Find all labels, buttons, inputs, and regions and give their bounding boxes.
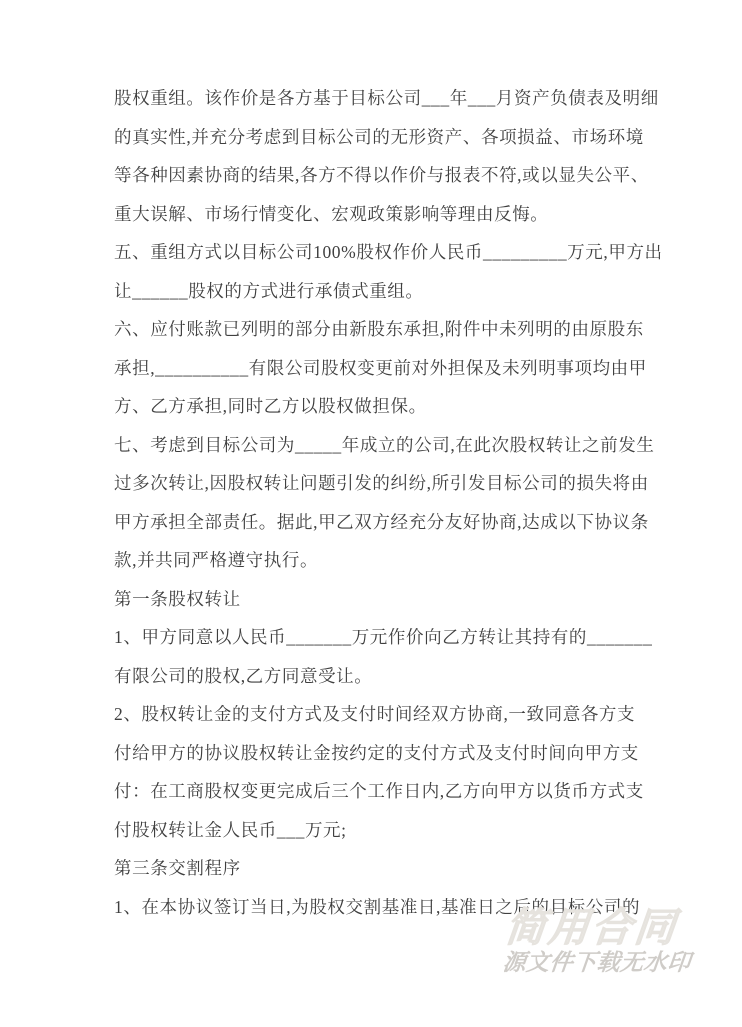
paragraph-intro-pricing-clause (114, 79, 659, 233)
text-line: 过多次转让,因股权转让问题引发的纠纷,所引发目标公司的损失将由 (114, 473, 649, 493)
text-line: 甲方承担全部责任。据此,甲乙双方经充分友好协商,达成以下协议条 (114, 511, 649, 532)
text-line: 五、重组方式以目标公司100%股权作价人民币_________万元,甲方出 (114, 242, 663, 262)
text-line: 付：在工商股权变更完成后三个工作日内,乙方向甲方以货币方式支 (114, 781, 644, 801)
paragraph-clause-6 (114, 310, 647, 426)
text-line: 让______股权的方式进行承债式重组。 (114, 280, 424, 301)
article-3-heading (114, 849, 636, 888)
text-line: 1、甲方同意以人民币_______万元作价向乙方转让其持有的_______ (114, 627, 653, 647)
paragraph-clause-5 (114, 233, 663, 310)
text-line: 2、股权转让金的支付方式及支付时间经双方协商,一致同意各方支 (114, 704, 636, 724)
text-line: 重大误解、市场行情变化、宏观政策影响等理由反悔。 (114, 203, 549, 224)
text-line: 六、应付账款已列明的部分由新股东承担,附件中未列明的由原股东 (114, 319, 644, 339)
paragraph-article-1-item-1 (114, 618, 653, 695)
text-line: 七、考虑到目标公司为_____年成立的公司,在此次股权转让之前发生 (114, 434, 655, 455)
text-line: 付股权转让金人民币___万元; (114, 819, 347, 840)
paragraph-article-1-item-2 (114, 695, 644, 849)
watermark-brand: 简用合同 (503, 906, 680, 950)
text-line: 承担,__________有限公司股权变更前对外担保及未列明事项均由甲 (114, 357, 647, 378)
contract-body (114, 79, 663, 926)
watermark-tagline: 源文件下载无水印 (501, 949, 693, 975)
text-line: 股权重组。该作价是各方基于目标公司___年___月资产负债表及明细 (114, 88, 659, 108)
text-line: 付给甲方的协议股权转让金按约定的支付方式及支付时间向甲方支 (114, 742, 639, 763)
article-1-heading (114, 580, 636, 619)
text-line: 的真实性,并充分考虑到目标公司的无形资产、各项损益、市场环境 (114, 126, 644, 147)
paragraph-clause-7 (114, 426, 655, 580)
text-line: 等各种因素协商的结果,各方不得以作价与报表不符,或以显失公平、 (114, 165, 649, 185)
section-heading: 第一条股权转让 (114, 588, 241, 609)
text-line: 有限公司的股权,乙方同意受让。 (114, 665, 373, 686)
section-heading: 第三条交割程序 (114, 858, 241, 878)
text-line: 方、乙方承担,同时乙方以股权做担保。 (114, 396, 427, 416)
text-line: 款,并共同严格遵守执行。 (114, 550, 319, 570)
text-line: 1、在本协议签订当日,为股权交割基准日,基准日之后的目标公司的 (114, 896, 641, 917)
